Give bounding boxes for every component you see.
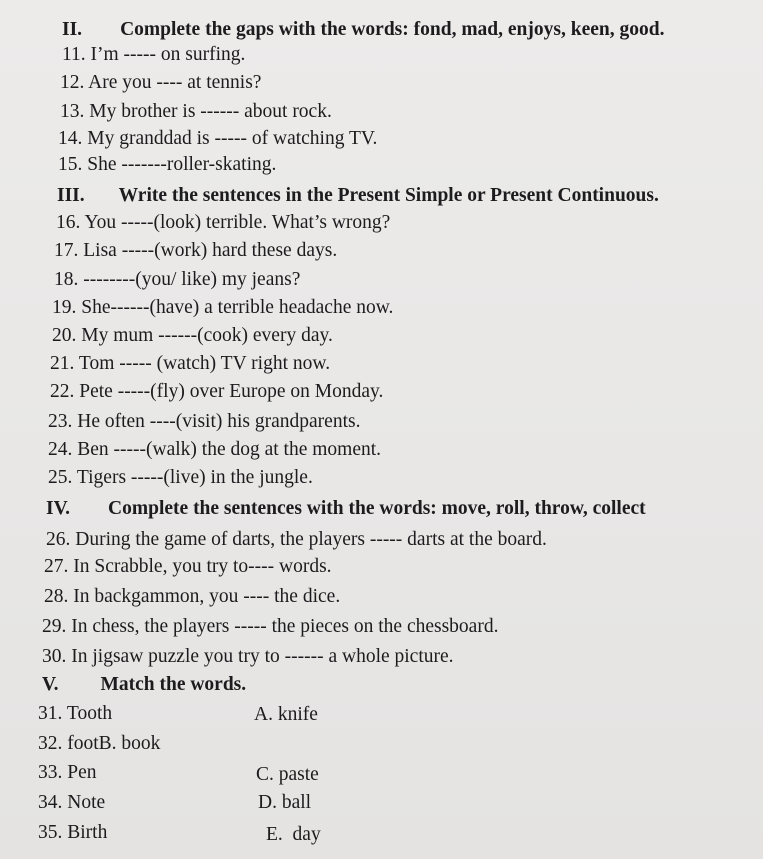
section-number: III. — [57, 185, 85, 206]
exercise-item: 11. I’m ----- on surfing. — [62, 44, 246, 65]
match-left-item: 32. footB. book — [38, 733, 161, 754]
exercise-item: 30. In jigsaw puzzle you try to ------ a whole picture. — [42, 646, 454, 667]
section-2-heading — [62, 18, 664, 42]
exercise-item: 18. --------(you/ like) my jeans? — [54, 269, 301, 290]
exercise-item: 14. My granddad is ----- of watching TV. — [58, 128, 378, 149]
match-right-item: E. day — [266, 824, 321, 845]
match-left-item: 31. Tooth — [38, 703, 113, 724]
match-left-item: 33. Pen — [38, 762, 97, 783]
section-5-heading — [42, 673, 246, 697]
section-title: Match the words. — [100, 674, 247, 695]
match-right-item: C. paste — [256, 764, 319, 785]
exercise-item: 26. During the game of darts, the players ----- darts at the board. — [46, 529, 547, 550]
exercise-item: 28. In backgammon, you ---- the dice. — [44, 586, 341, 607]
exercise-item: 29. In chess, the players ----- the pieces on the chessboard. — [42, 616, 499, 637]
section-number: IV. — [46, 498, 71, 519]
exercise-item: 12. Are you ---- at tennis? — [60, 72, 262, 93]
section-4-heading — [46, 497, 646, 521]
exercise-item: 19. She------(have) a terrible headache now. — [52, 297, 394, 318]
exercise-item: 15. She -------roller-skating. — [58, 154, 277, 175]
exercise-item: 24. Ben -----(walk) the dog at the moment. — [48, 439, 382, 460]
match-left-item: 34. Note — [38, 792, 106, 813]
exercise-item: 27. In Scrabble, you try to---- words. — [44, 556, 332, 577]
exercise-item: 23. He often ----(visit) his grandparents. — [48, 411, 361, 432]
exercise-item: 22. Pete -----(fly) over Europe on Monday. — [50, 381, 384, 402]
exercise-item: 13. My brother is ------ about rock. — [60, 101, 332, 122]
match-left-item: 35. Birth — [38, 822, 108, 843]
section-title: Complete the sentences with the words: move, roll, throw, collect — [108, 498, 646, 519]
section-number: V. — [42, 674, 59, 695]
exercise-item: 25. Tigers -----(live) in the jungle. — [48, 467, 313, 488]
exercise-item: 17. Lisa -----(work) hard these days. — [54, 240, 338, 261]
section-number: II. — [62, 19, 83, 40]
exercise-item: 16. You -----(look) terrible. What’s wrong? — [56, 212, 391, 233]
match-right-item: D. ball — [258, 792, 312, 813]
section-3-heading — [57, 184, 659, 208]
match-right-item: A. knife — [254, 704, 318, 725]
section-title: Complete the gaps with the words: fond, mad, enjoys, keen, good. — [120, 19, 665, 40]
exercise-item: 20. My mum ------(cook) every day. — [52, 325, 333, 346]
section-title: Write the sentences in the Present Simple or Present Continuous. — [118, 185, 659, 206]
exercise-item: 21. Tom ----- (watch) TV right now. — [50, 353, 331, 374]
